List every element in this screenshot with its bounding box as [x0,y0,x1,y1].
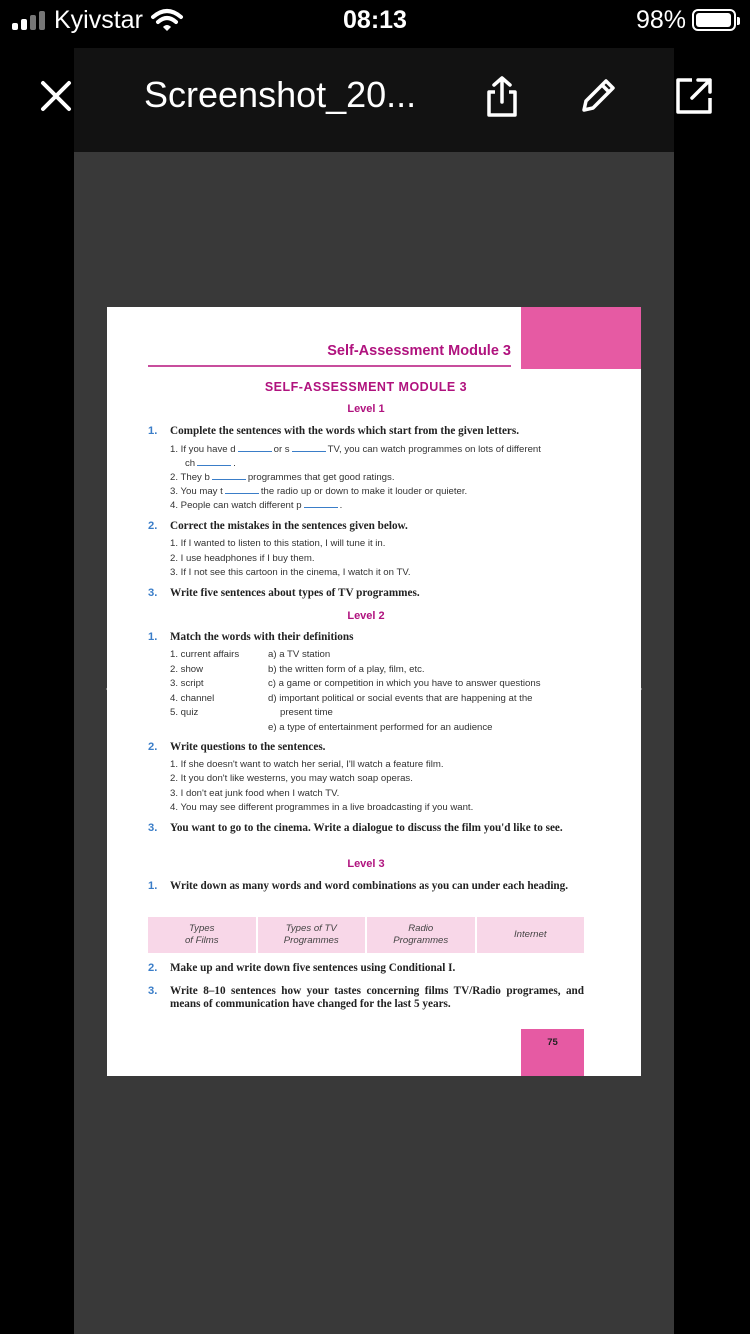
page-number: 75 [521,1029,584,1076]
header-tab [521,307,641,369]
match-word: 1. current affairs [170,649,240,660]
table-cell: Types of TV Programmes [258,917,366,953]
list-item: 1. If she doesn't want to watch her serial, I'll watch a feature film. [170,759,444,770]
match-definition: a) a TV station [268,649,331,660]
level-1-label: Level 1 [347,403,385,415]
task-l2-1: 1. Match the words with their definitions [148,631,354,643]
task-l2-3: 3. You want to go to the cinema. Write a dialogue to discuss the film you'd like to see. [148,822,563,834]
match-words [170,648,239,721]
task-l1-1: 1. Complete the sentences with the words which start from the given letters. [148,425,520,437]
task-l1-2: 2. Correct the mistakes in the sentences given below. [148,520,408,532]
edit-pencil-icon[interactable] [576,74,620,118]
list-item: 1. If I wanted to listen to this station, I will tune it in. [170,538,386,549]
answer-blank [292,443,326,452]
list-item: 1. If you have d or s TV, you can watch programmes on lots of different [170,444,541,455]
list-item: 3. I don't eat junk food when I watch TV. [170,788,340,799]
match-word: 5. quiz [170,707,199,719]
list-item: 4. You may see different programmes in a live broadcasting if you want. [170,802,474,813]
heading-table [148,917,584,953]
share-icon[interactable] [480,74,524,118]
match-word: 4. channel [170,692,215,704]
file-title: Screenshot_20... [144,74,417,115]
list-item: 4. People can watch different p . [170,500,343,511]
match-definition: e) a type of entertainment performed for an audience [268,721,493,733]
list-item: 2. It you don't like westerns, you may watch soap operas. [170,773,413,784]
page-title: SELF-ASSESSMENT MODULE 3 [264,380,468,394]
answer-blank [238,443,272,452]
document-page [107,307,641,1076]
list-item: ch . [185,458,236,469]
match-definition: b) the written form of a play, film, etc. [268,663,425,675]
list-item: 2. I use headphones if I buy them. [170,553,315,564]
carrier-name: Kyivstar [54,6,143,34]
match-definition: d) important political or social events that are happening at the [268,692,533,704]
task-l3-1: 1. Write down as many words and word combinations as you can under each heading. [148,880,569,892]
module-header: Self-Assessment Module 3 [327,343,511,359]
task-l3-3: 3. Write 8–10 sentences how your tastes concerning films TV/Radio programes, and means of communication have changed for the last 5 years. [148,985,584,1010]
match-definition: present time [280,707,333,719]
table-cell: Types of Films [148,917,256,953]
open-external-icon[interactable] [672,74,716,118]
match-definition: c) a game or competition in which you have to answer questions [268,678,541,690]
close-icon[interactable] [36,76,76,116]
status-bar [0,0,750,44]
answer-blank [225,485,259,494]
battery-icon [692,9,736,31]
table-cell: Radio Programmes [367,917,475,953]
match-definitions [268,648,541,736]
clock: 08:13 [343,6,407,34]
viewer-toolbar [74,48,674,152]
table-cell: Internet [477,917,585,953]
answer-blank [197,457,231,466]
answer-blank [212,471,246,480]
task-l2-2: 2. Write questions to the sentences. [148,741,326,753]
list-item: 3. If I not see this cartoon in the cinema, I watch it on TV. [170,567,411,578]
list-item: 2. They b programmes that get good ratings. [170,472,395,483]
header-divider [148,365,511,367]
match-word: 2. show [170,663,204,675]
task-l3-2: 2. Make up and write down five sentences using Conditional I. [148,962,456,974]
answer-blank [304,499,338,508]
battery-percentage: 98% [635,6,686,34]
level-3-label: Level 3 [347,858,385,870]
match-word: 3. script [170,678,204,690]
task-l1-3: 3. Write five sentences about types of TV programmes. [148,587,420,599]
list-item: 3. You may t the radio up or down to make it louder or quieter. [170,486,468,497]
level-2-label: Level 2 [347,610,385,622]
